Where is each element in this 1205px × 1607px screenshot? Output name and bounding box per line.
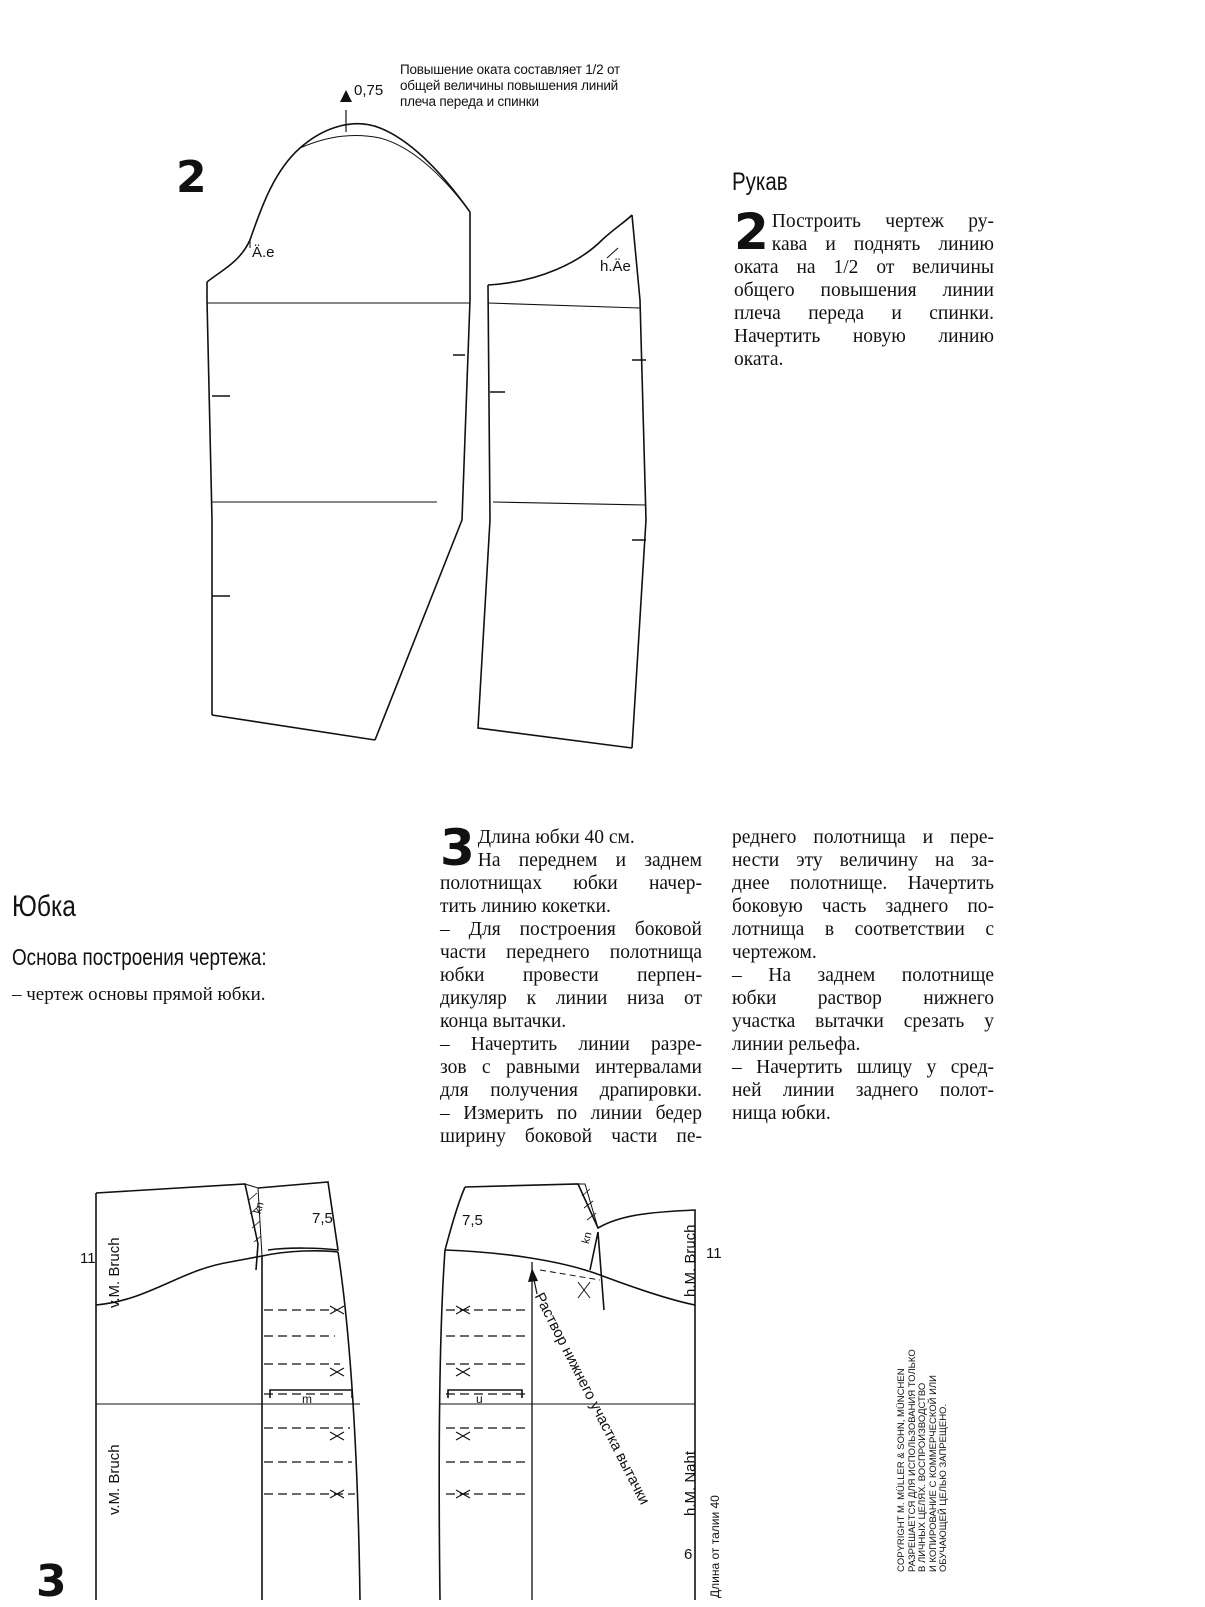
sleeve-line: кава и поднять линию <box>771 234 994 255</box>
back-armhole-label: h.Äe <box>600 258 631 275</box>
label-front-fold-top: v.M. Bruch <box>106 1237 123 1308</box>
back-mark-tick <box>607 248 618 258</box>
length-label: Длина от талии 40 <box>708 1495 722 1598</box>
copyright-notice <box>897 1342 950 1572</box>
copyright-line: В ЛИЧНЫХ ЦЕЛЯХ. ВОСПРОИЗВОДСТВО <box>917 1382 928 1572</box>
step3-line: нести эту величину на за- <box>732 850 994 871</box>
mark-u: u <box>476 1392 483 1406</box>
step3-line: реднего полотнища и пере- <box>732 827 994 848</box>
sleeve-front-piece <box>207 124 470 740</box>
step3-column-2 <box>732 826 994 1125</box>
step3-line: ней линии заднего полот- <box>732 1080 994 1101</box>
step3-line: – Начертить линии разре- <box>440 1034 702 1055</box>
step3-line: боковую часть заднего по- <box>732 896 994 917</box>
step3-line: линии рельефа. <box>732 1034 861 1055</box>
step3-line: лотнища в соответствии с <box>732 919 994 940</box>
step3-line: ширину боковой части пе- <box>440 1126 702 1147</box>
sleeve-line: плеча переда и спинки. <box>734 303 994 324</box>
step3-line: юбки провести перпен- <box>440 965 702 986</box>
step3-line: На переднем и заднем <box>477 850 702 871</box>
figure-2-number: 2 <box>176 152 207 203</box>
skirt-front-panel <box>96 1182 360 1600</box>
skirt-heading: Юбка <box>12 890 76 923</box>
front-armhole-label: Ä.e <box>252 244 275 261</box>
step3-line: юбки раствор нижнего <box>732 988 994 1009</box>
sleeve-line: Начертить новую линию <box>734 326 994 347</box>
step3-line: Длина юбки 40 см. <box>477 827 635 848</box>
raise-note-line: общей величины повышения линий <box>400 78 619 93</box>
mark-kn-left: kn <box>252 1200 267 1216</box>
sleeve-line: оката на 1/2 от величины <box>734 257 994 278</box>
step3-line: конца вытачки. <box>440 1011 567 1032</box>
copyright-line: РАЗРЕШАЕТСЯ ДЛЯ ИСПОЛЬЗОВАНИЯ ТОЛЬКО <box>906 1349 918 1572</box>
step3-line: – Начертить шлицу у сред- <box>732 1057 994 1078</box>
measure-6: 6 <box>684 1546 693 1563</box>
step3-line: дикуляр к линии низа от <box>440 988 702 1009</box>
copyright-line: И КОПИРОВАНИЕ С КОММЕРЧЕСКОЙ ИЛИ <box>927 1375 939 1572</box>
sleeve-heading: Рукав <box>732 168 788 196</box>
measure-75-left: 7,5 <box>312 1210 333 1227</box>
step3-line: нища юбки. <box>732 1103 831 1124</box>
step3-line: – Для построения боковой <box>440 919 702 940</box>
step3-column-1 <box>440 819 702 1148</box>
label-back-seam: h.M. Naht <box>682 1450 699 1516</box>
step3-line: – Измерить по линии бедер <box>440 1103 702 1124</box>
dart-opening-label: Раствор нижнего участка вытачки <box>530 1290 653 1508</box>
sleeve-line: Построить чертеж ру- <box>771 211 994 232</box>
step3-line: части переднего полотнища <box>440 942 702 963</box>
raise-note-line: плеча переда и спинки <box>400 94 539 109</box>
sleeve-line: оката. <box>734 349 784 370</box>
raise-note <box>400 62 690 110</box>
copyright-line: COPYRIGHT M. MÜLLER & SOHN, MÜNCHEN <box>896 1368 907 1572</box>
measure-11-right: 11 <box>706 1245 722 1262</box>
figure-3-number: 3 <box>36 1556 67 1607</box>
label-back-fold: h.M. Bruch <box>682 1224 699 1297</box>
step3-line: для получения драпировки. <box>440 1080 702 1101</box>
step3-line: днее полотнище. Начертить <box>732 873 994 894</box>
step3-line: участка вытачки срезать у <box>732 1011 994 1032</box>
step3-dropcap: 3 <box>440 819 475 877</box>
measure-11-left: 11 <box>80 1250 96 1267</box>
skirt-subheading: Основа построения чертежа: <box>12 944 267 970</box>
step3-line: полотнищах юбки начер- <box>440 873 702 894</box>
skirt-basis-text: – чертеж основы прямой юбки. <box>12 984 266 1005</box>
mark-kn-right: kn <box>580 1230 595 1246</box>
sleeve-dropcap: 2 <box>734 203 769 261</box>
copyright-line: ОБУЧАЮЩЕЙ ЦЕЛЬЮ ЗАПРЕЩЕНО. <box>938 1403 949 1572</box>
raise-note-line: Повышение оката составляет 1/2 от <box>400 62 620 77</box>
measure-75-right: 7,5 <box>462 1212 483 1229</box>
sleeve-back-piece <box>478 215 646 748</box>
raise-value-label: 0,75 <box>354 82 384 99</box>
step3-line: – На заднем полотнище <box>732 965 994 986</box>
scissor-marks <box>330 1306 470 1498</box>
sleeve-line: общего повышения линии <box>734 280 994 301</box>
step3-line: зов с равными интервалами <box>440 1057 702 1078</box>
step3-line: тить линию кокетки. <box>440 896 611 917</box>
mark-m: m <box>302 1392 312 1406</box>
sleeve-paragraph <box>734 203 994 371</box>
step3-line: чертежом. <box>732 942 817 963</box>
label-front-fold: v.M. Bruch <box>106 1444 123 1515</box>
